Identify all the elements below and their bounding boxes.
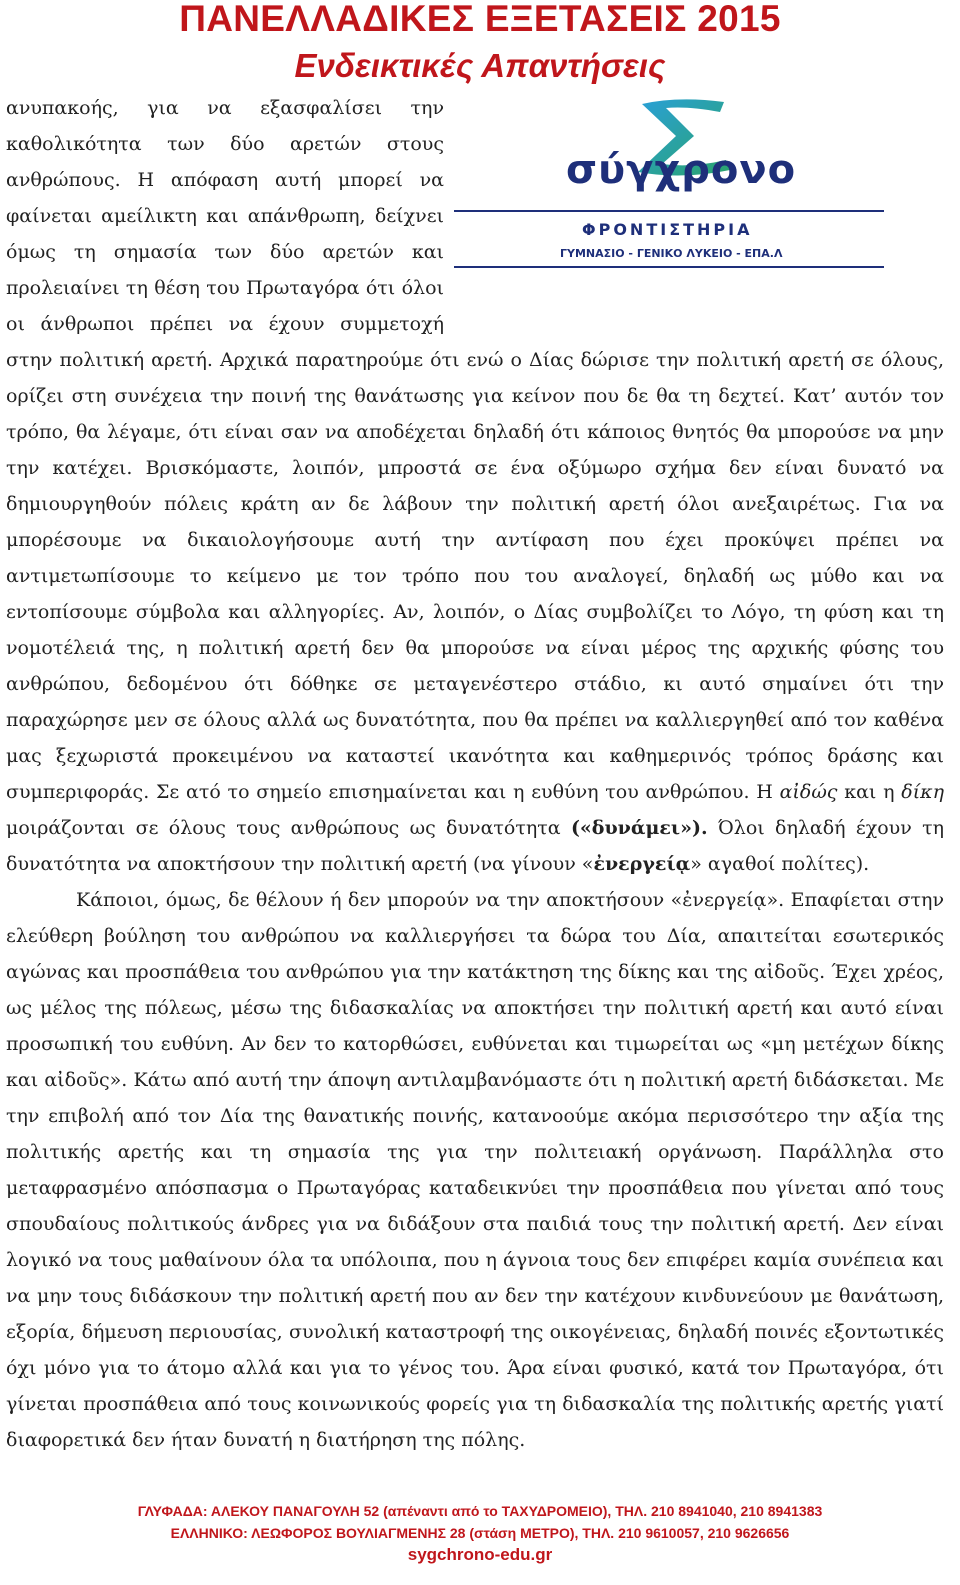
- logo-tagline: ΓΥΜΝΑΣΙΟ - ΓΕΝΙΚΟ ΛΥΚΕΙΟ - ΕΠΑ.Λ: [560, 247, 783, 260]
- logo-divider: [454, 210, 884, 212]
- paragraph-1: [6, 90, 944, 882]
- document-body: [6, 90, 944, 1458]
- paragraph-2: Κάποιοι, όμως, δε θέλουν ή δεν μπορούν να την αποκτήσουν «ἐνεργείᾳ». Επαφίεται στην ελεύθερη βούληση του ανθρώπου να καλλιεργήσει τα δώρα του Δία, απαιτείται εσωτερικός αγώνας και προσπάθεια του ανθρώπου για την κατάκτηση της δίκης και της αἰδοῦς. Έχει χρέος, ως μέλος της πόλεως, μέσω της διδασκαλίας να αποκτήσει την πολιτική αρετή και αυτό είναι προσωπική του ευθύνη. Αν δεν το κατορθώσει, ευθύνεται και τιμωρείται ως «μη μετέχων δίκης και αἰδοῦς». Κάτω από αυτή την άποψη αντιλαμβανόμαστε ότι η πολιτική αρετή διδάσκεται. Με την επιβολή από τον Δία της θανατικής ποινής, κατανοούμε ακόμα περισσότερο την αξία της πολιτικής αρετής και τη σημασία της για την πολιτειακή οργάνωση. Παράλληλα στο μεταφρασμένο απόσπασμα ο Πρωταγόρας καταδεικνύει την προσπάθεια που γίνεται από τους σπουδαίους πολιτικούς άνδρες για να διδάξουν στα παιδιά τους την πολιτική αρετή. Δεν είναι λογικό να τους μαθαίνουν όλα τα υπόλοιπα, που η άγνοια τους δεν επιφέρει καμία συνέπεια και να μην τους διδάσκουν την πολιτική αρετή που αν δεν την κατέχουν κινδυνεύουν με θανάτωση, εξορία, δήμευση περιουσίας, συνολική καταστροφή της οικογένειας, δηλαδή ποινές εξοντωτικές όχι μόνο για το άτομο αλλά και για το γένος του. Άρα είναι φυσικό, κατά τον Πρωταγόρα, ότι γίνεται προσπάθεια από τους κοινωνικούς φορείς για τη διδασκαλία της πολιτικής αρετής γιατί διαφορετικά δεν ήταν δυνατή η διατήρηση της πόλης.: [6, 889, 944, 1451]
- term-energeia: ἐνεργείᾳ: [593, 853, 691, 875]
- logo-subtitle: ΦΡΟΝΤΙΣΤΗΡΙΑ: [582, 220, 753, 239]
- term-aidos: αἰδώς: [779, 781, 838, 803]
- paragraph-1-text-4: Όλοι δηλαδή έχουν τη δυνατότητα να αποκτήσουν την πολιτική αρετή (να γίνουν «: [6, 817, 944, 875]
- paragraph-1-text-2: και η: [837, 781, 902, 803]
- footer-address-elliniko: ΕΛΛΗΝΙΚΟ: ΛΕΩΦΟΡΟΣ ΒΟΥΛΙΑΓΜΕΝΗΣ 28 (στάση ΜΕΤΡΟ), ΤΗΛ. 210 9610057, 210 9626656: [170, 1525, 790, 1541]
- term-dike: δίκη: [901, 781, 944, 803]
- paragraph-1-text: ανυπακοής, για να εξασφαλίσει την καθολικότητα των δύο αρετών στους ανθρώπους. Η απόφαση αυτή μπορεί να φαίνεται αμείλικτη και απάνθρωπη, δείχνει όμως τη σημασία των δύο αρετών και προλειαίνει τη θέση του Πρωταγόρα ότι όλοι οι άνθρωποι πρέπει να έχουν συμμετοχή στην πολιτική αρετή. Αρχικά παρατηρούμε ότι ενώ ο Δίας δώρισε την πολιτική αρετή σε όλους, ορίζει στη συνέχεια την ποινή της θανάτωσης για κείνον που δε θα τη δεχτεί. Κατ’ αυτόν τον τρόπο, θα λέγαμε, ότι είναι σαν να αποδέχεται δηλαδή ότι κάποιος θνητός θα μπορούσε να μην την κατέχει. Βρισκόμαστε, λοιπόν, μπροστά σε ένα οξύμωρο σχήμα δεν είναι δυνατό να δημιουργηθούν πόλεις κράτη αν δε λάβουν την πολιτική αρετή όλοι ανεξαιρέτως. Για να μπορέσουμε να δικαιολογήσουμε αυτή την αντίφαση που έχει προκύψει πρέπει να αντιμετωπίσουμε το κείμενο με τον τρόπο που του αναλογεί, δηλαδή ως μύθο και να εντοπίσουμε σύμβολα και αλληγορίες. Αν, λοιπόν, ο Δίας συμβολίζει το Λόγο, τη φύση και τη νομοτέλειά της, η πολιτική αρετή δεν θα μπορούσε να είναι μέρος της αρχικής φύσης του ανθρώπου, δεδομένου ότι δόθηκε σε μεταγενέστερο στάδιο, κι αυτό σημαίνει ότι την παραχώρησε μεν σε όλους αλλά ως δυνατότητα, που θα πρέπει να καλλιεργηθεί από τον καθένα μας ξεχωριστά προκειμένου να καταστεί ικανότητα και καθημερινός τρόπος δράσης και συμπεριφοράς. Σε ατό το σημείο επισημαίνεται και η ευθύνη του ανθρώπου. Η: [6, 97, 944, 803]
- logo-name: σύγχρονο: [566, 147, 797, 193]
- footer-website: sygchrono-edu.gr: [407, 1545, 553, 1564]
- page-subtitle: Ενδεικτικές Απαντήσεις: [294, 47, 666, 84]
- logo-divider-bottom: [454, 266, 884, 268]
- footer-address-glyfada: ΓΛΥΦΑΔΑ: ΑΛΕΚΟΥ ΠΑΝΑΓΟΥΛΗ 52 (απέναντι από το ΤΑΧΥΔΡΟΜΕΙΟ), ΤΗΛ. 210 8941040, 210 8941383: [137, 1503, 823, 1519]
- paragraph-1-text-3: μοιράζονται σε όλους τους ανθρώπους ως δυνατότητα: [6, 817, 571, 839]
- term-dynamei: («δυνάμει»).: [570, 817, 708, 839]
- paragraph-1-text-5: » αγαθοί πολίτες).: [690, 853, 870, 875]
- logo: [454, 96, 944, 324]
- page-title: ΠΑΝΕΛΛΑΔΙΚΕΣ ΕΞΕΤΑΣΕΙΣ 2015: [179, 0, 781, 39]
